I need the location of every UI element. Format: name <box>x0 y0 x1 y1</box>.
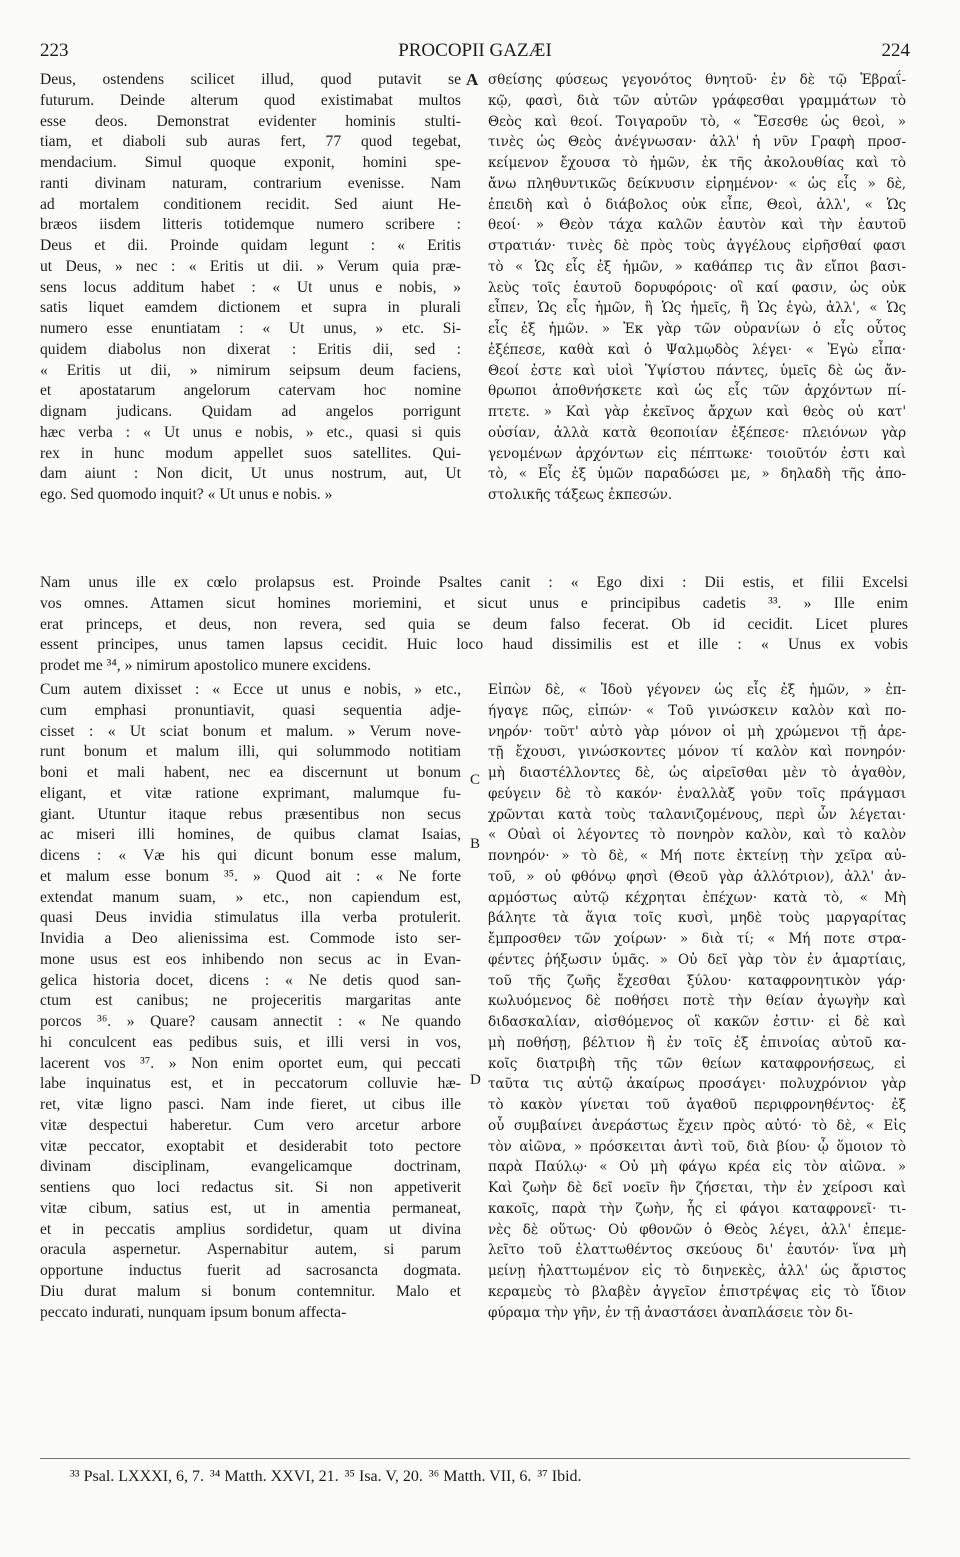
greek-text-line: λεῖτο τοῦ ἐλαττωθέντος σκεύους δι' ἑαυτόν· ἵνα μὴ <box>488 1242 906 1259</box>
greek-text-line: αρμόστως αὐτῷ κέχρηται ἐπέχων· κατὰ τὸ, « Μὴ <box>488 889 906 906</box>
section-marker-c: C <box>470 772 481 788</box>
greek-text-line: κακοῖς, παρὰ τὴν ζωὴν, ἧς εἰ φάγοι καταφρονεῖ· τι- <box>488 1200 906 1217</box>
greek-text-line: κῷ, φασὶ, διὰ τῶν αὐτῶν γράφεσθαι γραμμάτων τὸ <box>488 92 906 109</box>
greek-text-line: θρωποι ἀποθνήσκετε καὶ ὡς εἷς τῶν ἀρχόντων πί- <box>488 383 906 400</box>
latin-text-line: runt bonum et malum illi, qui solummodo notitiam <box>40 743 461 761</box>
latin-text-line: esse deos. Demonstrat evidenter hominis stulti- <box>40 112 461 130</box>
footnote-entry: ³⁷ Ibid. <box>537 1468 582 1485</box>
latin-column-top <box>40 70 461 506</box>
greek-text-line: ἐπειδὴ καὶ ὁ διάβολος οὐκ εἶπε, Θεοὶ, ἀλλ', « Ὡς <box>488 196 906 213</box>
latin-text-line: Diu durat malum si bonum contemnitur. Malo et <box>40 1282 461 1300</box>
latin-text-line: mendacium. Simul quoque exponit, homini spe- <box>40 154 461 171</box>
greek-text-line: μὴ ποθήσῃ, βέλτιον ἢ ἐν τοῖς ἐξ ἐπινοίας αὐτοῦ κα- <box>488 1034 906 1051</box>
footnotes <box>70 1468 890 1486</box>
latin-text-line: satis liquet eamdem dictionem et supra in plurali <box>40 299 461 317</box>
latin-text-line: sens locus additum habet : « Ut unus e nobis, » <box>40 278 461 296</box>
greek-text-line: « Οὐαὶ οἱ λέγοντες τὸ πονηρὸν καλὸν, καὶ τὸ καλὸν <box>488 827 906 844</box>
greek-text-line: χρῶνται κατὰ τοὺς ταλανιζομένους, περὶ ὧν λέγεται· <box>488 806 906 823</box>
latin-text-line: « Eritis ut dii, » nimirum seipsum deum faciens, <box>40 361 461 379</box>
latin-text-line: ego. Sed quomodo inquit? « Ut unus e nobis. » <box>40 486 333 503</box>
latin-text-line: tiam, et diaboli sub auras fert, 77 quod tegebat, <box>40 133 461 151</box>
latin-text-line: ut Deus, » nec : « Eritis ut dii. » Verum quia præ- <box>40 257 461 275</box>
greek-text-line: τὸν αἰῶνα, » πρόσκειται ἀντὶ τοῦ, διὰ βίου· ᾧ ὅμοιον τὸ <box>488 1138 906 1155</box>
greek-text-line: πτετε. » Καὶ γὰρ ἐκεῖνος ἄρχων καὶ θεὸς οὐ κατ' <box>488 404 906 420</box>
greek-text-line: κεραμεὺς τὸ βλαβὲν ἀγγεῖον ἐπιστρέψας εἰς τὸ ἴδιον <box>488 1283 906 1300</box>
latin-text-line: hæc verba : « Ut unus e nobis, » etc., quasi si quis <box>40 423 461 441</box>
greek-text-line: παρὰ Παύλῳ· « Οὐ μὴ φάγω κρέα εἰς τὸν αἰῶνα. » <box>488 1159 906 1176</box>
latin-text-line: lacerent vos ³⁷. » Non enim oportet eum, qui peccati <box>40 1054 461 1072</box>
greek-text-line: οὗ συμβαίνει ἀνεράστως ἔχειν πρὸς αὐτό· τὸ δὲ, « Εἰς <box>488 1117 906 1134</box>
latin-text-line: et in peccatis amplius sordidetur, quam ut divina <box>40 1220 461 1238</box>
section-marker-b: B <box>470 836 481 852</box>
greek-text-line: φεύγειν δὲ τὸ κακόν· ἐναλλὰξ γοῦν τοῖς πράγμασι <box>488 785 906 802</box>
greek-text-line: ἐξέπεσε, καθὰ καὶ ὁ Ψαλμῳδὸς λέγει· « Ἐγὼ εἶπα· <box>488 341 906 358</box>
latin-text-line: hi conculcent eas pedibus suis, et illi versi in vos, <box>40 1033 461 1051</box>
latin-text-line: boni et mali habent, nec ea discernunt ut bonum <box>40 764 461 781</box>
greek-text-line: τοῦ τῆς ζωῆς ἔχεσθαι ξύλου· καταφρονητικὸν γάρ· <box>488 972 906 989</box>
section-marker-a: A <box>466 70 479 89</box>
greek-text-line: στρατιάν· τινὲς δὲ πρὸς τοὺς ἀγγέλους εἰρῆσθαί φασι <box>488 238 906 254</box>
latin-text-line: bræos iisdem litteris totidemque numero scribere : <box>40 216 461 234</box>
greek-text-line: ἔμπροσθεν τῶν χοίρων· » διὰ τί; « Μή ποτε στρα- <box>488 931 906 947</box>
latin-text-line: rex in hunc modum appellet suos satellites. Qui- <box>40 444 461 462</box>
greek-column-bottom <box>488 680 906 1323</box>
greek-text-line: τὸ, « Εἷς ἐξ ὑμῶν παραδώσει με, » δηλαδὴ τῆς ἀπο- <box>488 466 906 483</box>
latin-full-width-paragraph <box>40 573 908 677</box>
latin-text-line: oracula aspernetur. Aspernabitur autem, si parum <box>40 1241 461 1259</box>
latin-text-line: Deus et dii. Proinde quidam legunt : « Eritis <box>40 237 461 254</box>
greek-text-line: τινὲς ὡς Θεὸς ἀνέγνωσαν· ἀλλ' ἡ νῦν Γραφὴ προσ- <box>488 134 906 151</box>
greek-text-line: οὐσίαν, ἀλλὰ κατὰ θεοποιίαν ἐξέπεσε· πλειόνων γὰρ <box>488 424 906 441</box>
latin-text-line: dignam judicans. Quidam ad angelos porrigunt <box>40 403 461 420</box>
latin-text-line: Invidia a Deo alienissima est. Commode isto ser- <box>40 930 461 947</box>
footnote-rule <box>40 1458 910 1459</box>
footnote-entry: ³⁶ Matth. VII, 6. <box>428 1468 532 1485</box>
greek-text-line: εἷς ἐξ ἡμῶν. » Ἐκ γὰρ τῶν οὐρανίων ὁ εἷς οὗτος <box>488 321 906 337</box>
greek-text-line: τῇ ἔχουσι, γινώσκοντες μόνον τί καλὸν καὶ πονηρόν· <box>488 744 906 761</box>
latin-text-line: essent principes, unus tamen lapsus cecidit. Huic loco haud dissimilis est et ille : « Unus ex vobis <box>40 636 908 654</box>
greek-text-line: γενομένων ἀρχόντων εἰς πέπτωκε· τοιοῦτόν ἐστι καὶ <box>488 445 906 462</box>
page-number-right: 224 <box>881 40 910 61</box>
greek-column-top <box>488 70 906 506</box>
latin-text-line: eligant, et vitæ ratione exprimant, malumque fu- <box>40 784 461 802</box>
latin-text-line: vitæ despectui haberetur. Cum vero arcetur arbore <box>40 1116 461 1134</box>
latin-text-line: quasi Deus invidia stimulatus illa verba protulerit. <box>40 909 461 927</box>
greek-text-line: κείμενον ἔχουσα τὸ ἡμῶν, ἐκ τῆς ἀκολουθίας καὶ τὸ <box>488 155 906 171</box>
latin-text-line: gelica historia docet, dicens : « Ne detis quod san- <box>40 971 461 989</box>
greek-text-line: μὴ διαστέλλοντες δὲ, ὡς αἱρεῖσθαι μὲν τὸ ἀγαθὸν, <box>488 765 906 781</box>
latin-text-line: ad mortalem conditionem recidit. Sed aiunt He- <box>40 195 461 213</box>
greek-text-line: μείνῃ ἠλαττωμένον εἰς τὸ διηνεκὲς, ἀλλ' ὡς ἄριστος <box>488 1263 906 1279</box>
latin-text-line: sentiens quo loci redactus sit. Si non appetiverit <box>40 1179 461 1196</box>
latin-text-line: ctum est canibus; ne projeceritis margaritas ante <box>40 992 461 1010</box>
greek-text-line: διδασκαλίαν, αἰσθόμενος οἳ κακῶν ἐστιν· εἰ δὲ καὶ <box>488 1014 906 1030</box>
footnote-entry: ³⁴ Matth. XXVI, 21. <box>210 1468 339 1485</box>
greek-text-line: ταῦτα τις αὐτῷ ἀκαίρως προσάγει· πολυχρόνιον γὰρ <box>488 1076 906 1093</box>
latin-text-line: divinam disciplinam, evangelicamque doctrinam, <box>40 1158 461 1176</box>
greek-text-line: τὸ « Ὡς εἷς ἐξ ἡμῶν, » καθάπερ τις ἂν εἴποι βασι- <box>488 258 906 275</box>
section-marker-d: D <box>470 1072 481 1088</box>
greek-text-line: φέντες ῥήξωσιν ὑμᾶς. » Οὐ δεῖ γὰρ τὸν ἐν ἁμαρτίαις, <box>488 951 906 968</box>
greek-text-line: τὸ κακὸν γίνεται τοῦ ἀγαθοῦ περιφρονηθέντος· ἐξ <box>488 1097 906 1113</box>
latin-text-line: ranti divinam naturam, contrarium evenisse. Nam <box>40 174 461 192</box>
greek-text-line: λεὺς τοῖς ἑαυτοῦ δορυφόροις· οἳ καί φασιν, ὡς οὐκ <box>488 279 906 296</box>
latin-text-line: peccato indurati, nunquam ipsum bonum affecta- <box>40 1303 347 1321</box>
greek-text-line: νὲς δὲ οὕτως· Οὐ φθονῶν ὁ Θεὸς λέγει, ἀλλ' ἐπεμε- <box>488 1221 906 1238</box>
latin-text-line: mone usus est eos inhibendo non secus ac in Evan- <box>40 950 461 968</box>
latin-text-line: dicens : « Væ his qui dicunt bonum esse malum, <box>40 847 461 864</box>
latin-text-line: cisset : « Ut sciat bonum et malum. » Verum nove- <box>40 722 461 740</box>
greek-text-line: φύραμα τὴν γῆν, ἐν τῇ ἀναστάσει ἀναπλάσειε τὸν δι- <box>488 1304 853 1321</box>
greek-text-line: Θεὸς καὶ θεοί. Τοιγαροῦν τὸ, « Ἔσεσθε ὡς θεοὶ, » <box>488 113 906 130</box>
latin-text-line: Deus, ostendens scilicet illud, quod putavit se <box>40 71 461 88</box>
latin-text-line: prodet me ³⁴, » nimirum apostolico munere excidens. <box>40 657 372 674</box>
greek-text-line: τοῦ, » οὐ φθόνῳ φησὶ (Θεοῦ γὰρ ἀλλότριον), ἀλλ' ἀν- <box>488 868 906 885</box>
greek-text-line: θεοί· » Θεὸν τάχα καλῶν ἑαυτὸν καὶ τὴν ἑαυτοῦ <box>488 217 906 234</box>
latin-text-line: et malum esse bonum ³⁵. » Quod ait : « Ne forte <box>40 867 461 885</box>
latin-text-line: Nam unus ille ex cœlo prolapsus est. Proinde Psaltes canit : « Ego dixi : Dii estis, et filii Excelsi <box>40 574 908 591</box>
running-header <box>40 40 910 70</box>
greek-text-line: νηρόν· τοῦτ' αὐτὸ γὰρ μόνον οἱ μὴ χρώμενοι τῇ ἀρε- <box>488 723 906 740</box>
latin-text-line: ret, vitæ ligno pasci. Nam inde fieret, ut cibus ille <box>40 1096 461 1113</box>
latin-text-line: erat princeps, et deus, non revera, sed quia se deum falso fecerat. Ob id cecidit. Licet plures <box>40 615 908 633</box>
latin-text-line: extendat manum suam, » etc., non capiendum est, <box>40 888 461 906</box>
greek-text-line: κωλυόμενος δὲ ποθήσει ποτὲ τὴν θείαν ἀγωγὴν καὶ <box>488 993 906 1010</box>
greek-text-line: Θεοί ἐστε καὶ υἱοὶ Ὑψίστου πάντες, ὑμεῖς δὲ ὡς ἄν- <box>488 362 906 379</box>
greek-text-line: Καὶ ζωὴν δὲ δεῖ νοεῖν ἣν ζήσεται, τὴν ἐν χείροσι καὶ <box>488 1180 906 1196</box>
greek-text-line: Εἰπὼν δὲ, « Ἰδοὺ γέγονεν ὡς εἷς ἐξ ἡμῶν, » ἐπ- <box>488 682 906 698</box>
latin-text-line: labe inquinatus est, et in peccatorum colluvie hæ- <box>40 1075 461 1093</box>
greek-text-line: ήγαγε πῶς, εἰπών· « Τοῦ γινώσκειν καλὸν καὶ πο- <box>488 702 906 719</box>
latin-text-line: opportune inductus fuerit ad sacrosancta dogmata. <box>40 1262 461 1279</box>
latin-text-line: ac miseri illi homines, de quibus clamat Isaias, <box>40 826 461 844</box>
latin-text-line: quidem diabolus non dixerat : Eritis dii, sed : <box>40 340 461 358</box>
footnote-entry: ³³ Psal. LXXXI, 6, 7. <box>70 1468 205 1485</box>
page-number-left: 223 <box>40 40 69 61</box>
latin-text-line: vitæ peccator, exoptabit et desiderabit toto pectore <box>40 1137 461 1155</box>
greek-text-line: βάλητε τὰ ἅγια τοῖς κυσὶ, μηδὲ τοὺς μαργαρίτας <box>488 910 906 927</box>
running-title: PROCOPII GAZÆI <box>398 40 552 61</box>
greek-text-line: σθείσης φύσεως γεγονότος θνητοῦ· ἐν δὲ τῷ Ἑβραΐ- <box>488 72 906 88</box>
latin-text-line: cum emphasi pronuntiavit, quasi sequentia adje- <box>40 701 461 719</box>
latin-text-line: Cum autem dixisset : « Ecce ut unus e nobis, » etc., <box>40 681 461 698</box>
footnote-entry: ³⁵ Isa. V, 20. <box>344 1468 423 1485</box>
greek-text-line: στολικῆς τάξεως ἐκπεσών. <box>488 487 673 503</box>
latin-text-line: giant. Utuntur itaque rebus præsentibus non secus <box>40 805 461 823</box>
latin-text-line: vitæ cibum, satius est, ut in amentia permaneat, <box>40 1199 461 1217</box>
latin-text-line: porcos ³⁶. » Quare? causam annectit : « Ne quando <box>40 1013 461 1030</box>
greek-text-line: κοῖς διατριβὴ τῆς τῶν θείων καταφρονήσεως, εἰ <box>488 1055 906 1072</box>
latin-text-line: dam aiunt : Non dicit, Ut unus nostrum, aut, Ut <box>40 465 461 483</box>
latin-text-line: futurum. Deinde alterum quod existimabat multos <box>40 91 461 109</box>
greek-text-line: πονηρόν· » τὸ δὲ, « Μή ποτε ἐκτείνῃ τὴν χεῖρα αὐ- <box>488 848 906 864</box>
latin-text-line: et apostatarum angelorum catervam hoc nomine <box>40 382 461 400</box>
latin-text-line: vos omnes. Attamen sicut homines moriemini, et sicut unus e principibus cadetis ³³. » Ille enim <box>40 594 908 612</box>
latin-column-bottom <box>40 680 461 1323</box>
greek-text-line: εἶπεν, Ὡς εἷς ἡμῶν, ἢ Ὡς ἡμεῖς, ἢ Ὡς ἐγὼ, ἀλλ', « Ὡς <box>488 300 906 317</box>
greek-text-line: ἄνω πληθυντικῶς δείκνυσιν εἰρημένον· « ὡς εἷς » δὲ, <box>488 175 906 192</box>
latin-text-line: numero esse enuntiatam : « Ut unus, » etc. Si- <box>40 320 461 337</box>
